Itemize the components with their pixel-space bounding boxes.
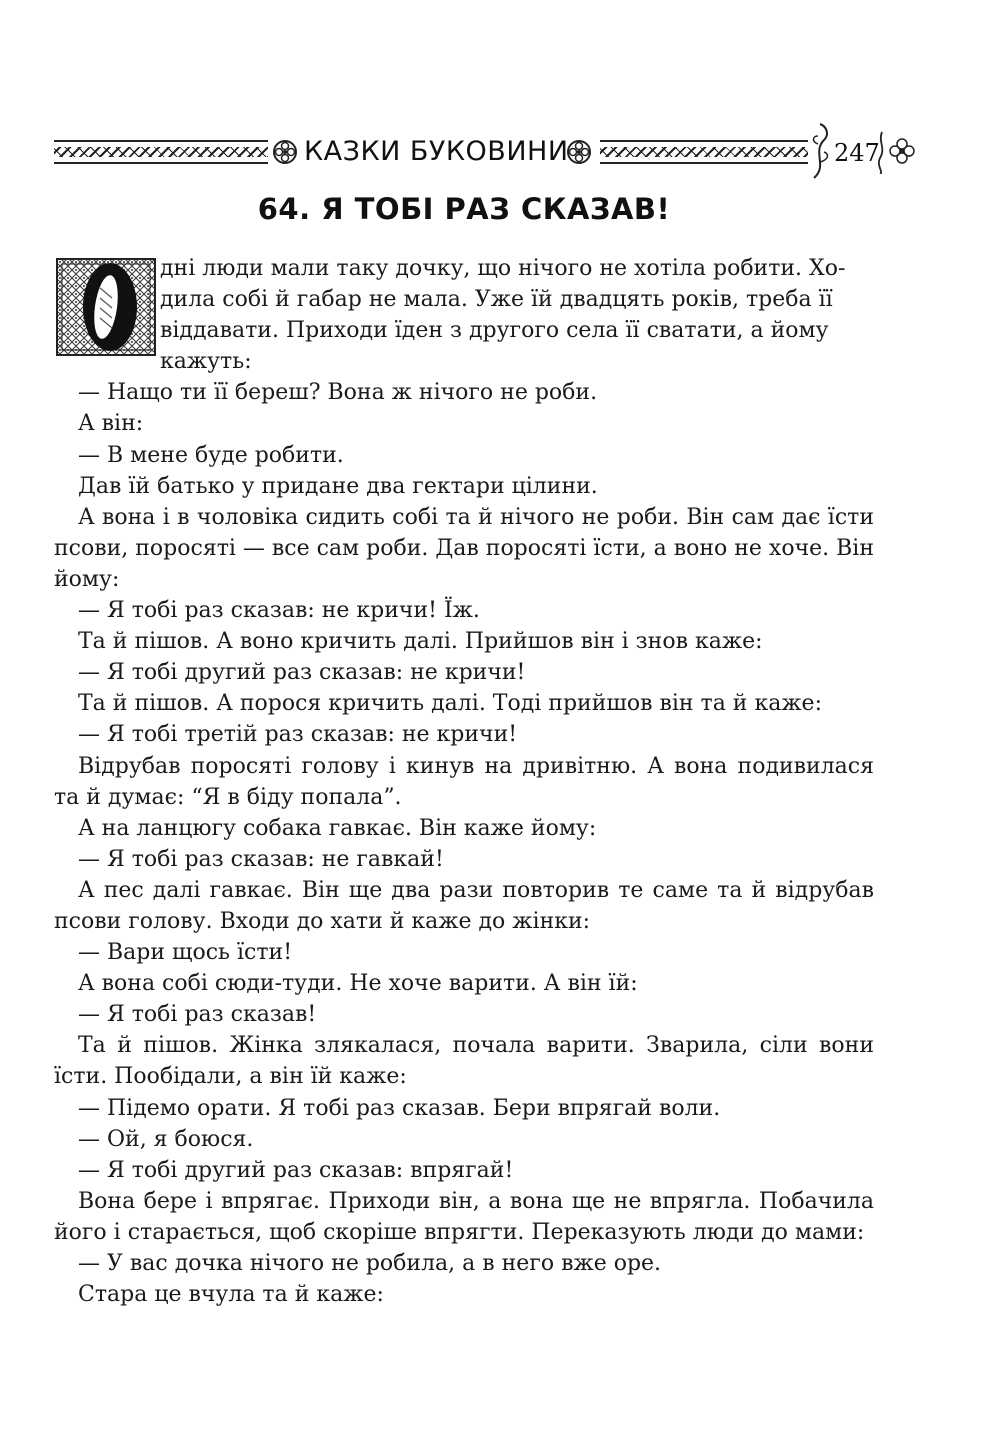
paragraph: Та й пішов. А порося кричить далі. Тоді прийшов він та й каже: <box>78 691 822 717</box>
paragraph: — В мене буде робити. <box>78 442 344 468</box>
paragraph: А пес далі гавкає. Він ще два рази повторив те саме та й відрубав псови голову. Входи до хати й каже до жінки: <box>54 877 874 934</box>
paragraph: Та й пішов. Жінка злякалася, почала варити. Зварила, сіли вони їсти. Пообідали, а він їй каже: <box>54 1033 874 1090</box>
book-title: КАЗКИ БУКОВИНИ <box>304 136 569 167</box>
paragraph: — У вас дочка нічого не робила, а в него вже оре. <box>78 1251 662 1276</box>
text-line: кажуть: <box>160 349 252 375</box>
paragraph: — Я тобі раз сказав: не кричи! Їж. <box>78 598 480 624</box>
leaf-scroll-icon <box>810 122 832 180</box>
story-title: 64. Я ТОБІ РАЗ СКАЗАВ! <box>257 192 671 226</box>
paragraph: Стара це вчула та й каже: <box>78 1282 384 1308</box>
paragraph: — Я тобі третій раз сказав: не кричи! <box>78 722 518 748</box>
text-line: дні люди мали таку дочку, що нічого не хотіла робити. Хо- <box>160 256 846 281</box>
paragraph: Дав їй батько у придане два гектари цілини. <box>78 473 598 499</box>
ornament-band-right <box>600 140 808 164</box>
paragraph: — Вари щось їсти! <box>78 940 293 966</box>
paragraph: Та й пішов. А воно кричить далі. Прийшов він і знов каже: <box>78 629 763 655</box>
paragraph: А він: <box>78 411 144 437</box>
paragraph: — Я тобі другий раз сказав: впрягай! <box>78 1157 514 1183</box>
drop-cap-letter: О <box>110 354 111 355</box>
paragraph: А вона собі сюди-туди. Не хоче варити. А він їй: <box>78 971 638 997</box>
text-line: дила собі й габар не мала. Уже їй двадцять років, треба її <box>160 287 833 313</box>
paragraph: — Я тобі раз сказав! <box>78 1002 317 1028</box>
opening-paragraph <box>54 253 874 377</box>
page-number: 247 <box>834 139 880 167</box>
paragraph: А на ланцюгу собака гавкає. Він каже йому: <box>78 815 597 841</box>
paragraph: — Підемо орати. Я тобі раз сказав. Бери впрягай воли. <box>78 1095 721 1121</box>
story-body <box>54 253 874 1310</box>
rosette-icon <box>566 139 592 165</box>
flower-ornament-icon <box>876 128 916 174</box>
paragraph: — Я тобі другий раз сказав: не кричи! <box>78 660 526 686</box>
paragraph: А вона і в чоловіка сидить собі та й нічого не роби. Він сам дає їсти псови, поросяті — все сам роби. Дав поросяті їсти, а воно не хоче. Він йому: <box>54 504 874 592</box>
rosette-icon <box>272 139 298 165</box>
paragraph: — Я тобі раз сказав: не гавкай! <box>78 846 444 872</box>
text-line: віддавати. Приходи їден з другого села її сватати, а йому <box>160 318 829 344</box>
running-header <box>54 122 914 182</box>
paragraph: Відрубав поросяті голову і кинув на дривітню. А вона подивилася та й думає: “Я в біду попала”. <box>54 753 874 810</box>
ornament-band-left <box>54 140 268 164</box>
paragraph: — Ой, я боюся. <box>78 1126 254 1152</box>
paragraph: Вона бере і впрягає. Приходи він, а вона ще не впрягла. Побачила його і старається, щоб скоріше впрягти. Переказують люди до мами: <box>54 1188 874 1245</box>
paragraph: — Нащо ти її береш? Вона ж нічого не роби. <box>78 380 598 406</box>
